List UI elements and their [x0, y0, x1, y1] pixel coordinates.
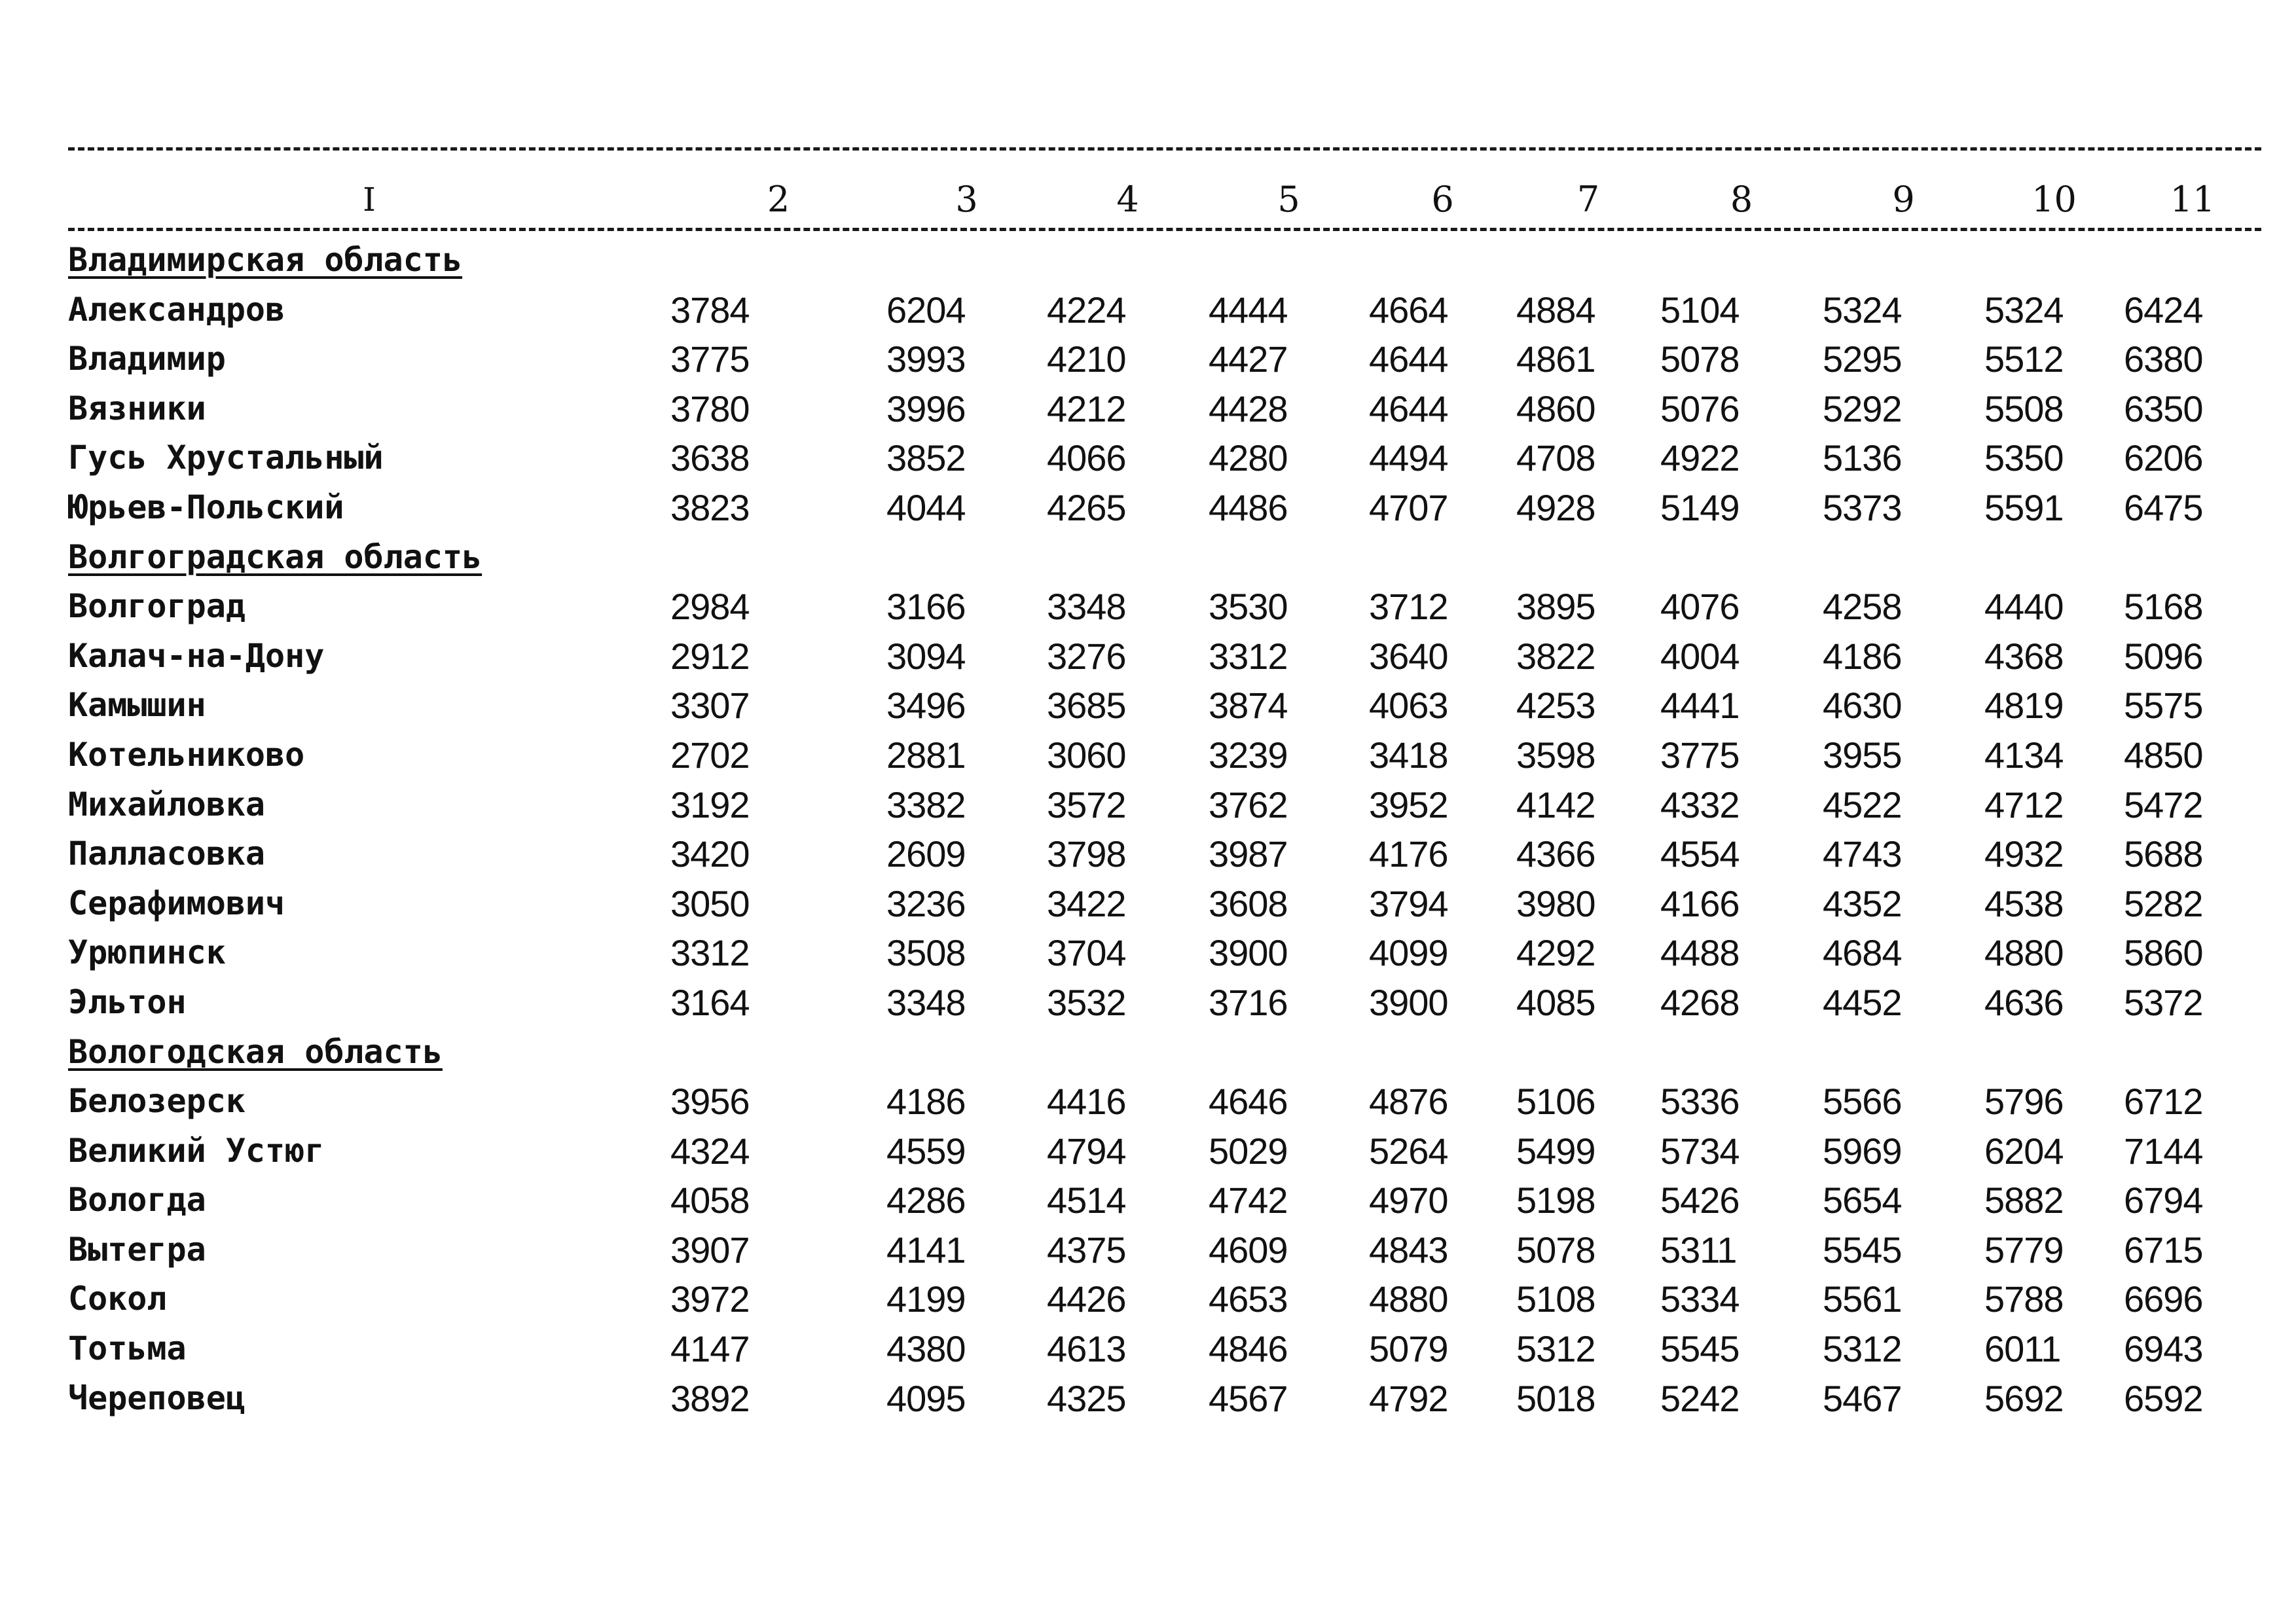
- table-row: [68, 632, 2261, 681]
- table-row: [68, 681, 2261, 731]
- region-heading: Вологодская область: [68, 1032, 443, 1071]
- value-cell-col-6: 4494: [1369, 437, 1448, 479]
- value-cell-col-2: 3312: [670, 932, 750, 974]
- value-cell-col-4: 4613: [1047, 1328, 1126, 1370]
- value-cell-col-10: 5591: [1984, 486, 2064, 528]
- value-cell-col-6: 3418: [1369, 734, 1448, 776]
- value-cell-col-3: 2609: [886, 833, 966, 875]
- value-cell-col-9: 4186: [1823, 635, 1902, 677]
- value-cell-col-8: 4554: [1660, 833, 1740, 875]
- value-cell-col-2: 3907: [670, 1229, 750, 1271]
- city-name: Камышин: [68, 686, 206, 725]
- value-cell-col-9: 5136: [1823, 437, 1902, 479]
- value-cell-col-11: 5472: [2124, 784, 2203, 825]
- value-cell-col-7: 5018: [1516, 1377, 1595, 1419]
- value-cell-col-7: 5312: [1516, 1328, 1595, 1370]
- table-row: [68, 285, 2261, 335]
- value-cell-col-5: 3716: [1209, 981, 1288, 1023]
- column-header-8: 8: [1730, 179, 1753, 220]
- value-cell-col-9: 4258: [1823, 586, 1902, 628]
- table-row: [68, 1127, 2261, 1176]
- value-cell-col-7: 5108: [1516, 1278, 1595, 1320]
- table-row: [68, 582, 2261, 632]
- value-cell-col-5: 4846: [1209, 1328, 1288, 1370]
- value-cell-col-11: 7144: [2124, 1130, 2203, 1172]
- value-cell-col-10: 4636: [1984, 981, 2064, 1023]
- value-cell-col-6: 4644: [1369, 338, 1448, 380]
- value-cell-col-6: 4970: [1369, 1180, 1448, 1221]
- city-name: Палласовка: [68, 835, 266, 873]
- value-cell-col-11: 6712: [2124, 1081, 2203, 1123]
- value-cell-col-5: 3530: [1209, 586, 1288, 628]
- value-cell-col-9: 4452: [1823, 981, 1902, 1023]
- value-cell-col-2: 3638: [670, 437, 750, 479]
- value-cell-col-10: 5512: [1984, 338, 2064, 380]
- value-cell-col-7: 5106: [1516, 1081, 1595, 1123]
- value-cell-col-6: 3794: [1369, 882, 1448, 924]
- value-cell-col-10: 6011: [1984, 1328, 2061, 1370]
- value-cell-col-2: 2912: [670, 635, 750, 677]
- column-header-6: 6: [1431, 179, 1454, 220]
- value-cell-col-5: 5029: [1209, 1130, 1288, 1172]
- value-cell-col-3: 3382: [886, 784, 966, 825]
- value-cell-col-7: 5078: [1516, 1229, 1595, 1271]
- value-cell-col-2: 2702: [670, 734, 750, 776]
- value-cell-col-9: 5324: [1823, 289, 1902, 331]
- value-cell-col-7: 4860: [1516, 388, 1595, 429]
- value-cell-col-3: 3166: [886, 586, 966, 628]
- value-cell-col-9: 4522: [1823, 784, 1902, 825]
- value-cell-col-11: 6380: [2124, 338, 2203, 380]
- value-cell-col-9: 5561: [1823, 1278, 1902, 1320]
- column-header-3: 3: [955, 179, 978, 220]
- value-cell-col-3: 4141: [886, 1229, 966, 1271]
- document-page: [68, 147, 2261, 1423]
- value-cell-col-6: 4099: [1369, 932, 1448, 974]
- value-cell-col-11: 6424: [2124, 289, 2203, 331]
- value-cell-col-7: 3980: [1516, 882, 1595, 924]
- value-cell-col-10: 5788: [1984, 1278, 2064, 1320]
- value-cell-col-2: 3823: [670, 486, 750, 528]
- value-cell-col-5: 4742: [1209, 1180, 1288, 1221]
- value-cell-col-2: 3956: [670, 1081, 750, 1123]
- value-cell-col-4: 4416: [1047, 1081, 1126, 1123]
- value-cell-col-5: 3312: [1209, 635, 1288, 677]
- table-row: [68, 334, 2261, 384]
- value-cell-col-10: 4932: [1984, 833, 2064, 875]
- header-dashed-rule: [68, 228, 2261, 231]
- value-cell-col-10: 5692: [1984, 1377, 2064, 1419]
- value-cell-col-6: 4792: [1369, 1377, 1448, 1419]
- value-cell-col-2: 3775: [670, 338, 750, 380]
- value-cell-col-2: 3050: [670, 882, 750, 924]
- value-cell-col-4: 4375: [1047, 1229, 1126, 1271]
- value-cell-col-10: 5508: [1984, 388, 2064, 429]
- value-cell-col-4: 3348: [1047, 586, 1126, 628]
- value-cell-col-9: 3955: [1823, 734, 1902, 776]
- table-row: [68, 384, 2261, 434]
- value-cell-col-9: 5545: [1823, 1229, 1902, 1271]
- city-name: Михайловка: [68, 785, 266, 823]
- value-cell-col-10: 4819: [1984, 685, 2064, 727]
- value-cell-col-10: 6204: [1984, 1130, 2064, 1172]
- value-cell-col-8: 5311: [1660, 1229, 1737, 1271]
- value-cell-col-9: 5373: [1823, 486, 1902, 528]
- value-cell-col-7: 5499: [1516, 1130, 1595, 1172]
- value-cell-col-10: 4368: [1984, 635, 2064, 677]
- value-cell-col-10: 4440: [1984, 586, 2064, 628]
- value-cell-col-4: 4325: [1047, 1377, 1126, 1419]
- value-cell-col-11: 6794: [2124, 1180, 2203, 1221]
- value-cell-col-3: 3496: [886, 685, 966, 727]
- value-cell-col-8: 5734: [1660, 1130, 1740, 1172]
- table-row: [68, 978, 2261, 1028]
- value-cell-col-7: 4928: [1516, 486, 1595, 528]
- value-cell-col-11: 6350: [2124, 388, 2203, 429]
- value-cell-col-3: 3508: [886, 932, 966, 974]
- value-cell-col-8: 4332: [1660, 784, 1740, 825]
- value-cell-col-8: 4004: [1660, 635, 1740, 677]
- value-cell-col-9: 5654: [1823, 1180, 1902, 1221]
- value-cell-col-3: 4186: [886, 1081, 966, 1123]
- table-row: [68, 731, 2261, 780]
- value-cell-col-9: 4684: [1823, 932, 1902, 974]
- value-cell-col-6: 4843: [1369, 1229, 1448, 1271]
- value-cell-col-8: 5078: [1660, 338, 1740, 380]
- city-name: Вологда: [68, 1181, 206, 1219]
- value-cell-col-11: 6592: [2124, 1377, 2203, 1419]
- city-name: Череповец: [68, 1379, 246, 1417]
- value-cell-col-6: 4880: [1369, 1278, 1448, 1320]
- value-cell-col-5: 3239: [1209, 734, 1288, 776]
- value-cell-col-8: 4488: [1660, 932, 1740, 974]
- table-row: [68, 483, 2261, 533]
- value-cell-col-6: 5079: [1369, 1328, 1448, 1370]
- column-header-2: 2: [767, 179, 790, 220]
- value-cell-col-8: 5104: [1660, 289, 1740, 331]
- column-header-1: I: [363, 181, 376, 219]
- city-name: Сокол: [68, 1280, 167, 1318]
- value-cell-col-6: 3900: [1369, 981, 1448, 1023]
- value-cell-col-4: 3060: [1047, 734, 1126, 776]
- value-cell-col-5: 4444: [1209, 289, 1288, 331]
- value-cell-col-7: 4861: [1516, 338, 1595, 380]
- value-cell-col-10: 5796: [1984, 1081, 2064, 1123]
- value-cell-col-7: 4253: [1516, 685, 1595, 727]
- value-cell-col-9: 4743: [1823, 833, 1902, 875]
- city-name: Великий Устюг: [68, 1131, 325, 1170]
- value-cell-col-3: 4044: [886, 486, 966, 528]
- value-cell-col-9: 5969: [1823, 1130, 1902, 1172]
- city-name: Вытегра: [68, 1230, 206, 1269]
- value-cell-col-9: 4352: [1823, 882, 1902, 924]
- value-cell-col-8: 4268: [1660, 981, 1740, 1023]
- value-cell-col-4: 4210: [1047, 338, 1126, 380]
- value-cell-col-6: 4176: [1369, 833, 1448, 875]
- column-header-5: 5: [1277, 179, 1300, 220]
- table-row: [68, 1324, 2261, 1374]
- value-cell-col-8: 4441: [1660, 685, 1740, 727]
- city-name: Калач-на-Дону: [68, 636, 325, 675]
- value-cell-col-11: 5096: [2124, 635, 2203, 677]
- city-name: Александров: [68, 290, 285, 329]
- table-row: [68, 1374, 2261, 1424]
- value-cell-col-6: 3952: [1369, 784, 1448, 825]
- header-row: [68, 177, 2261, 223]
- value-cell-col-6: 4707: [1369, 486, 1448, 528]
- value-cell-col-7: 4142: [1516, 784, 1595, 825]
- value-cell-col-2: 3780: [670, 388, 750, 429]
- value-cell-col-4: 4212: [1047, 388, 1126, 429]
- column-header-4: 4: [1116, 179, 1139, 220]
- value-cell-col-8: 5076: [1660, 388, 1740, 429]
- value-cell-col-3: 3236: [886, 882, 966, 924]
- value-cell-col-3: 4559: [886, 1130, 966, 1172]
- value-cell-col-2: 4147: [670, 1328, 750, 1370]
- value-cell-col-2: 3420: [670, 833, 750, 875]
- region-heading-row: [68, 1028, 2261, 1077]
- value-cell-col-5: 4427: [1209, 338, 1288, 380]
- value-cell-col-10: 5882: [1984, 1180, 2064, 1221]
- region-heading: Волгоградская область: [68, 537, 483, 576]
- value-cell-col-6: 3640: [1369, 635, 1448, 677]
- value-cell-col-3: 4286: [886, 1180, 966, 1221]
- column-header-9: 9: [1892, 179, 1915, 220]
- city-name: Белозерск: [68, 1082, 246, 1121]
- value-cell-col-6: 4664: [1369, 289, 1448, 331]
- value-cell-col-8: 5242: [1660, 1377, 1740, 1419]
- value-cell-col-9: 5295: [1823, 338, 1902, 380]
- top-dashed-rule: [68, 147, 2261, 151]
- value-cell-col-4: 4265: [1047, 486, 1126, 528]
- table-body: [68, 236, 2261, 1423]
- value-cell-col-3: 3993: [886, 338, 966, 380]
- city-name: Владимир: [68, 340, 226, 378]
- value-cell-col-10: 5779: [1984, 1229, 2064, 1271]
- value-cell-col-9: 5292: [1823, 388, 1902, 429]
- value-cell-col-2: 3192: [670, 784, 750, 825]
- table-row: [68, 1274, 2261, 1324]
- value-cell-col-7: 5198: [1516, 1180, 1595, 1221]
- value-cell-col-5: 3900: [1209, 932, 1288, 974]
- value-cell-col-4: 3798: [1047, 833, 1126, 875]
- value-cell-col-3: 2881: [886, 734, 966, 776]
- value-cell-col-3: 3852: [886, 437, 966, 479]
- value-cell-col-5: 4609: [1209, 1229, 1288, 1271]
- value-cell-col-11: 6715: [2124, 1229, 2203, 1271]
- value-cell-col-2: 4324: [670, 1130, 750, 1172]
- value-cell-col-11: 6943: [2124, 1328, 2203, 1370]
- city-name: Котельниково: [68, 735, 305, 774]
- value-cell-col-2: 3784: [670, 289, 750, 331]
- value-cell-col-2: 3164: [670, 981, 750, 1023]
- value-cell-col-5: 4486: [1209, 486, 1288, 528]
- value-cell-col-6: 4644: [1369, 388, 1448, 429]
- value-cell-col-5: 4653: [1209, 1278, 1288, 1320]
- table-row: [68, 928, 2261, 978]
- value-cell-col-3: 4380: [886, 1328, 966, 1370]
- city-name: Серафимович: [68, 884, 285, 922]
- value-cell-col-8: 4166: [1660, 882, 1740, 924]
- value-cell-col-7: 3822: [1516, 635, 1595, 677]
- value-cell-col-11: 5168: [2124, 586, 2203, 628]
- city-name: Вязники: [68, 389, 206, 427]
- value-cell-col-8: 5334: [1660, 1278, 1740, 1320]
- region-heading: Владимирская область: [68, 241, 463, 279]
- value-cell-col-4: 4514: [1047, 1180, 1126, 1221]
- value-cell-col-2: 3307: [670, 685, 750, 727]
- value-cell-col-11: 6475: [2124, 486, 2203, 528]
- value-cell-col-10: 4880: [1984, 932, 2064, 974]
- value-cell-col-3: 3348: [886, 981, 966, 1023]
- value-cell-col-6: 4063: [1369, 685, 1448, 727]
- value-cell-col-3: 4095: [886, 1377, 966, 1419]
- value-cell-col-5: 4646: [1209, 1081, 1288, 1123]
- value-cell-col-7: 4366: [1516, 833, 1595, 875]
- city-name: Тотьма: [68, 1329, 187, 1368]
- table-row: [68, 829, 2261, 879]
- city-name: Урюпинск: [68, 933, 226, 972]
- table-row: [68, 433, 2261, 483]
- value-cell-col-9: 5312: [1823, 1328, 1902, 1370]
- value-cell-col-3: 3996: [886, 388, 966, 429]
- value-cell-col-8: 4922: [1660, 437, 1740, 479]
- value-cell-col-10: 5324: [1984, 289, 2064, 331]
- value-cell-col-11: 6206: [2124, 437, 2203, 479]
- value-cell-col-4: 4794: [1047, 1130, 1126, 1172]
- value-cell-col-9: 4630: [1823, 685, 1902, 727]
- city-name: Гусь Хрустальный: [68, 439, 384, 477]
- value-cell-col-9: 5566: [1823, 1081, 1902, 1123]
- value-cell-col-8: 5149: [1660, 486, 1740, 528]
- city-name: Эльтон: [68, 983, 187, 1021]
- value-cell-col-7: 4884: [1516, 289, 1595, 331]
- table-row: [68, 1077, 2261, 1127]
- value-cell-col-11: 5860: [2124, 932, 2203, 974]
- value-cell-col-5: 3874: [1209, 685, 1288, 727]
- city-name: Волгоград: [68, 587, 246, 626]
- value-cell-col-4: 3422: [1047, 882, 1126, 924]
- value-cell-col-5: 3987: [1209, 833, 1288, 875]
- value-cell-col-8: 4076: [1660, 586, 1740, 628]
- value-cell-col-11: 5575: [2124, 685, 2203, 727]
- value-cell-col-2: 3892: [670, 1377, 750, 1419]
- value-cell-col-5: 4280: [1209, 437, 1288, 479]
- column-header-7: 7: [1576, 179, 1600, 220]
- value-cell-col-9: 5467: [1823, 1377, 1902, 1419]
- column-header-10: 10: [2032, 179, 2077, 220]
- value-cell-col-8: 3775: [1660, 734, 1740, 776]
- table-row: [68, 1176, 2261, 1225]
- value-cell-col-11: 5688: [2124, 833, 2203, 875]
- value-cell-col-8: 5336: [1660, 1081, 1740, 1123]
- value-cell-col-5: 4428: [1209, 388, 1288, 429]
- value-cell-col-4: 3532: [1047, 981, 1126, 1023]
- value-cell-col-4: 4426: [1047, 1278, 1126, 1320]
- value-cell-col-10: 5350: [1984, 437, 2064, 479]
- value-cell-col-11: 4850: [2124, 734, 2203, 776]
- data-table: [68, 177, 2261, 1423]
- value-cell-col-10: 4134: [1984, 734, 2064, 776]
- value-cell-col-5: 4567: [1209, 1377, 1288, 1419]
- value-cell-col-2: 2984: [670, 586, 750, 628]
- value-cell-col-7: 3895: [1516, 586, 1595, 628]
- value-cell-col-7: 4708: [1516, 437, 1595, 479]
- city-name: Юрьев-Польский: [68, 488, 344, 526]
- value-cell-col-2: 3972: [670, 1278, 750, 1320]
- value-cell-col-3: 4199: [886, 1278, 966, 1320]
- value-cell-col-6: 5264: [1369, 1130, 1448, 1172]
- value-cell-col-4: 3704: [1047, 932, 1126, 974]
- value-cell-col-2: 4058: [670, 1180, 750, 1221]
- value-cell-col-4: 4066: [1047, 437, 1126, 479]
- value-cell-col-8: 5426: [1660, 1180, 1740, 1221]
- value-cell-col-6: 3712: [1369, 586, 1448, 628]
- table-row: [68, 1225, 2261, 1275]
- value-cell-col-3: 3094: [886, 635, 966, 677]
- value-cell-col-4: 4224: [1047, 289, 1126, 331]
- table-row: [68, 780, 2261, 830]
- value-cell-col-5: 3762: [1209, 784, 1288, 825]
- value-cell-col-7: 4085: [1516, 981, 1595, 1023]
- region-heading-row: [68, 533, 2261, 583]
- value-cell-col-4: 3685: [1047, 685, 1126, 727]
- region-heading-row: [68, 236, 2261, 285]
- value-cell-col-7: 4292: [1516, 932, 1595, 974]
- value-cell-col-7: 3598: [1516, 734, 1595, 776]
- value-cell-col-4: 3276: [1047, 635, 1126, 677]
- value-cell-col-11: 5282: [2124, 882, 2203, 924]
- value-cell-col-5: 3608: [1209, 882, 1288, 924]
- value-cell-col-10: 4538: [1984, 882, 2064, 924]
- value-cell-col-8: 5545: [1660, 1328, 1740, 1370]
- value-cell-col-4: 3572: [1047, 784, 1126, 825]
- table-row: [68, 879, 2261, 929]
- value-cell-col-10: 4712: [1984, 784, 2064, 825]
- value-cell-col-6: 4876: [1369, 1081, 1448, 1123]
- column-header-11: 11: [2170, 179, 2215, 220]
- value-cell-col-11: 6696: [2124, 1278, 2203, 1320]
- value-cell-col-3: 6204: [886, 289, 966, 331]
- value-cell-col-11: 5372: [2124, 981, 2203, 1023]
